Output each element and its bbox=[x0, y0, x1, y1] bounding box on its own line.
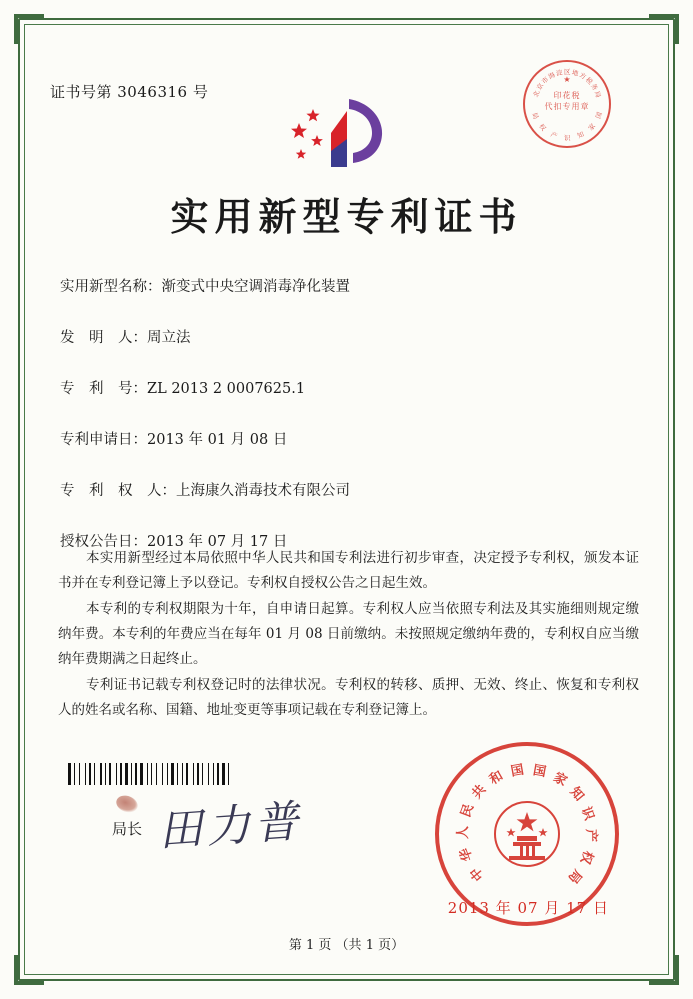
national-office-seal: 中 华 人 民 共 和 国 国 家 知 识 产 权 局 bbox=[435, 742, 619, 926]
field-label: 专 利 权 人： bbox=[60, 483, 176, 499]
ink-smudge bbox=[114, 793, 140, 816]
star-icon: ★ bbox=[563, 75, 571, 84]
paragraph-3: 专利证书记载专利权登记时的法律状况。专利权的转移、质押、无效、终止、恢复和专利权人的姓名或名称、国籍、地址变更等事项记载在专利登记簿上。 bbox=[58, 677, 639, 718]
field-list bbox=[60, 276, 645, 582]
field-utility-model-name bbox=[60, 276, 645, 298]
field-label: 授权公告日： bbox=[60, 534, 147, 550]
national-emblem-icon bbox=[491, 798, 563, 870]
paragraph-2: 本专利的专利权期限为十年，自申请日起算。专利权人应当依照专利法及其实施细则规定缴纳年费。本专利的年费应当在每年 01 月 08 日前缴纳。未按照规定缴纳年费的，专利权自应当缴纳年费期满之日起终止。 bbox=[58, 601, 639, 667]
field-value: 周立法 bbox=[147, 330, 191, 346]
field-inventor bbox=[60, 327, 645, 349]
corner-ornament-bottom-left bbox=[14, 955, 44, 985]
field-application-date bbox=[60, 429, 645, 451]
legal-text bbox=[58, 546, 639, 724]
seal-date: 2013 年 07 月 17 日 bbox=[447, 899, 609, 917]
field-value: 2013 年 01 月 08 日 bbox=[147, 432, 288, 448]
field-patent-number bbox=[60, 378, 645, 400]
corner-ornament-top-right bbox=[649, 14, 679, 44]
field-value: 2013 年 07 月 17 日 bbox=[147, 534, 288, 550]
director-signature: 田力普 bbox=[156, 796, 304, 857]
field-value: 渐变式中央空调消毒净化装置 bbox=[161, 279, 350, 295]
field-label: 专 利 号： bbox=[60, 381, 147, 397]
page-title: 实用新型专利证书 bbox=[170, 194, 523, 239]
field-value: 上海康久消毒技术有限公司 bbox=[176, 483, 350, 499]
field-label: 发 明 人： bbox=[60, 330, 147, 346]
corner-ornament-bottom-right bbox=[649, 955, 679, 985]
logo-graphic bbox=[287, 93, 407, 173]
field-label: 实用新型名称： bbox=[60, 279, 162, 295]
field-value: ZL 2013 2 0007625.1 bbox=[147, 381, 306, 397]
field-label: 专利申请日： bbox=[60, 432, 147, 448]
certificate-number: 证书号第 3046316 号 bbox=[50, 83, 209, 101]
tax-seal-line2: 代扣专用章 bbox=[544, 102, 590, 111]
page-footer: 第 1 页 （共 1 页） bbox=[288, 938, 405, 953]
corner-ornament-top-left bbox=[14, 14, 44, 44]
paragraph-1: 本实用新型经过本局依照中华人民共和国专利法进行初步审查，决定授予专利权，颁发本证书并在专利登记簿上予以登记。专利权自授权公告之日起生效。 bbox=[58, 550, 639, 591]
director-label: 局长 bbox=[112, 820, 143, 838]
patent-office-logo bbox=[48, 93, 645, 173]
field-patentee bbox=[60, 480, 645, 502]
tax-seal-line1: 印花税 bbox=[553, 91, 581, 100]
tax-seal-arc-top: 北 京 市 海 淀 区 地 方 税 务 局 国 家 知 识 产 权 局 bbox=[530, 68, 604, 142]
barcode bbox=[68, 763, 268, 785]
certificate-content bbox=[48, 48, 645, 959]
